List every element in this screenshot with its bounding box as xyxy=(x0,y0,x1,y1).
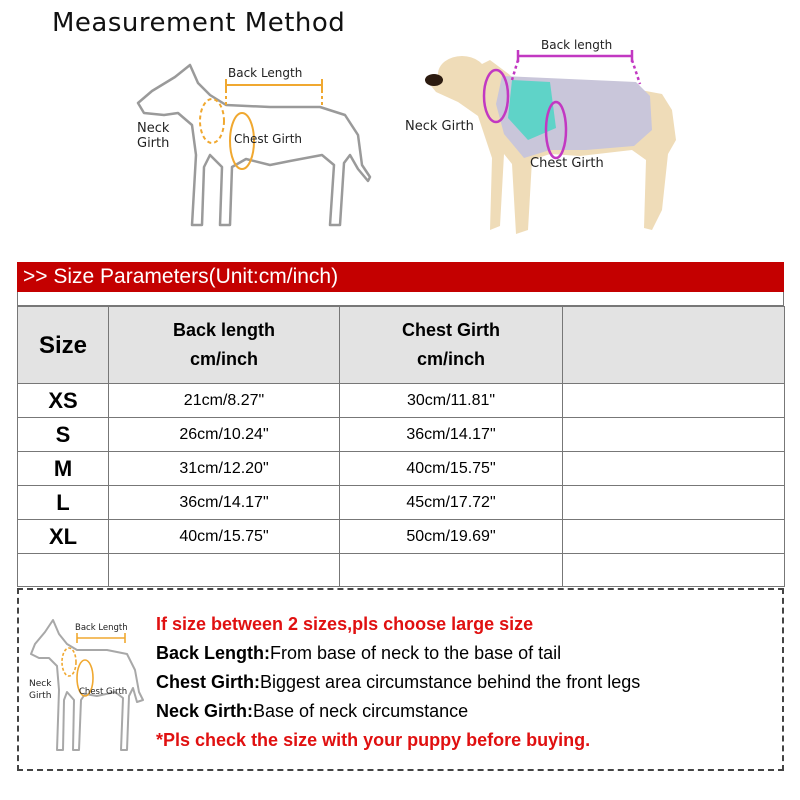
back-length-cell: 36cm/14.17" xyxy=(109,486,340,520)
back-length-definition: From base of neck to the base of tail xyxy=(270,643,562,663)
size-header: Size xyxy=(18,307,109,384)
dog-outline-illustration xyxy=(130,55,380,235)
page-title: Measurement Method xyxy=(52,8,346,38)
size-cell: XS xyxy=(18,384,109,418)
chest-girth-cell: 40cm/15.75" xyxy=(340,452,563,486)
size-cell: M xyxy=(18,452,109,486)
small-back-length-label: Back Length xyxy=(75,623,128,633)
empty-cell xyxy=(18,554,109,587)
chest-girth-label: Chest Girth xyxy=(234,132,303,146)
chest-girth-cell: 45cm/17.72" xyxy=(340,486,563,520)
empty-cell xyxy=(563,452,785,486)
empty-cell xyxy=(563,486,785,520)
table-row xyxy=(18,384,785,418)
back-length-label: Back Length xyxy=(228,66,303,80)
neck-girth-term: Neck Girth: xyxy=(156,701,254,721)
chest-girth-cell: 36cm/14.17" xyxy=(340,418,563,452)
table-header-row xyxy=(18,307,785,384)
chest-girth-label: Chest Girth xyxy=(530,156,604,171)
back-length-note xyxy=(156,639,640,668)
size-table xyxy=(17,306,785,587)
size-tip: If size between 2 sizes,pls choose large size xyxy=(156,614,534,634)
table-row xyxy=(18,452,785,486)
table-row xyxy=(18,486,785,520)
empty-cell xyxy=(563,418,785,452)
small-dog-illustration xyxy=(27,610,152,765)
back-length-label: Back length xyxy=(541,38,613,52)
banner-spacer xyxy=(17,292,784,306)
size-cell: S xyxy=(18,418,109,452)
back-length-cell: 40cm/15.75" xyxy=(109,520,340,554)
girth-label: Girth xyxy=(137,136,170,151)
empty-cell xyxy=(340,554,563,587)
empty-cell xyxy=(563,520,785,554)
measurement-notes-box xyxy=(17,588,784,771)
neck-girth-definition: Base of neck circumstance xyxy=(253,701,469,721)
chest-girth-header xyxy=(340,307,563,384)
chest-girth-cell: 50cm/19.69" xyxy=(340,520,563,554)
empty-header xyxy=(563,307,785,384)
back-length-header xyxy=(109,307,340,384)
chest-girth-definition: Biggest area circumstance behind the front legs xyxy=(260,672,641,692)
back-length-cell: 26cm/10.24" xyxy=(109,418,340,452)
back-length-header-line2: cm/inch xyxy=(189,349,259,369)
chest-girth-cell: 30cm/11.81" xyxy=(340,384,563,418)
back-length-term: Back Length: xyxy=(156,643,271,663)
empty-cell xyxy=(563,384,785,418)
small-girth-label: Girth xyxy=(29,691,52,701)
size-parameters-banner: >> Size Parameters(Unit:cm/inch) xyxy=(17,262,784,292)
small-neck-label: Neck xyxy=(29,679,52,689)
small-chest-girth-label: Chest Girth xyxy=(79,687,128,697)
neck-girth-note xyxy=(156,697,640,726)
back-length-cell: 21cm/8.27" xyxy=(109,384,340,418)
notes-text xyxy=(156,610,640,755)
back-length-cell: 31cm/12.20" xyxy=(109,452,340,486)
empty-cell xyxy=(109,554,340,587)
size-cell: L xyxy=(18,486,109,520)
chest-girth-header-line1: Chest Girth xyxy=(401,320,500,340)
table-row xyxy=(18,418,785,452)
back-length-header-line1: Back length xyxy=(172,320,276,340)
chest-girth-header-line2: cm/inch xyxy=(416,349,486,369)
chest-girth-term: Chest Girth: xyxy=(156,672,261,692)
neck-girth-label: Neck Girth xyxy=(405,119,474,134)
size-check-warning: *Pls check the size with your puppy before buying. xyxy=(156,730,591,750)
neck-label: Neck xyxy=(137,121,170,136)
dog-with-vest-illustration xyxy=(400,30,700,245)
table-row xyxy=(18,520,785,554)
empty-cell xyxy=(563,554,785,587)
size-cell: XL xyxy=(18,520,109,554)
table-row-empty xyxy=(18,554,785,587)
chest-girth-note xyxy=(156,668,640,697)
